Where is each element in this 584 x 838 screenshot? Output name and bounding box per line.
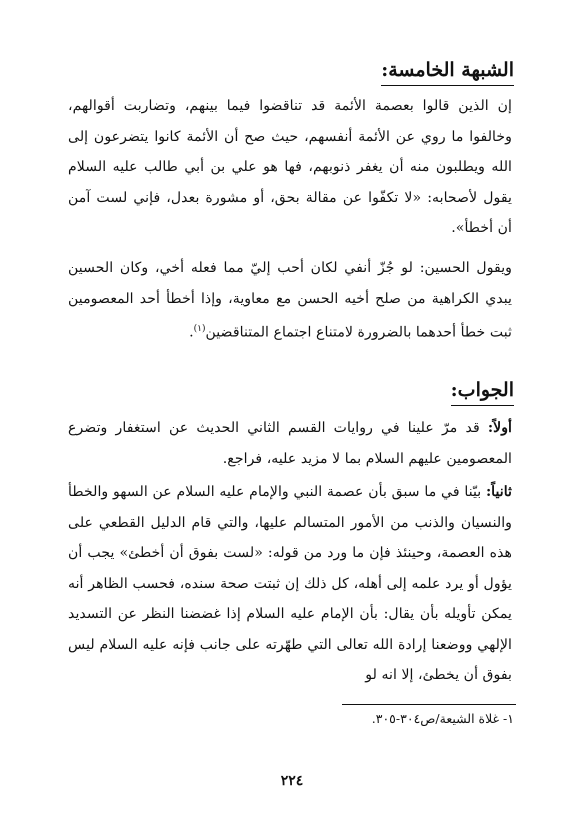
paragraph-second-answer — [68, 477, 512, 691]
paragraph-text: إن الذين قالوا بعصمة الأئمة قد تناقضوا فيما بينهم، وتضاربت أقوالهم، وخالفوا ما روي عن الأئمة أنفسهم، حيث صح أن الأئمة كانوا يتضرعون إلى الله ويطلبون منه أن يغفر ذنوبهم، فها هو علي بن أبي طالب عليه السلام يقول لأصحابه: «لا تكفّوا عن مقالة بحق، أو مشورة بعدل، فإني لست آمن أن أخطأ». — [68, 98, 512, 236]
footnote-reference: (١) — [193, 324, 206, 334]
paragraph-first-answer — [68, 413, 512, 474]
answer-lead-second: ثانياً: — [485, 484, 512, 500]
paragraph-text: قد مرّ علينا في روايات القسم الثاني الحديث عن استغفار وتضرع المعصومين عليهم السلام بما لا مزيد عليه، فراجع. — [68, 420, 512, 467]
paragraph-text: ويقول الحسين: لو جُزّ أنفي لكان أحب إليّ مما فعله أخي، وكان الحسين يبدي الكراهية من صلح أخيه الحسن مع معاوية، وإذا أخطأ أحد المعصومين ثبت خطأ أحدهما بالضرورة لامتناع اجتماع المتناقضين — [68, 260, 513, 341]
paragraph-hussein-quote: ويقول الحسين: لو جُزّ أنفي لكان أحب إليّ مما فعله أخي، وكان الحسين يبدي الكراهية من صلح أخيه الحسن مع معاوية، وإذا أخطأ أحد المعصومين ثبت خطأ أحدهما بالضرورة لامتناع اجتماع المتناقضين$^{(١)}$. — [68, 260, 513, 341]
paragraph-doubt-statement — [68, 91, 512, 244]
page-number: ٢٢٤ — [280, 773, 304, 789]
footnote-divider — [342, 704, 516, 705]
section-heading-fifth-doubt: الشبهة الخامسة: — [381, 56, 514, 86]
section-heading-answer: الجواب: — [451, 376, 514, 406]
footnote: ١- غلاة الشيعة/ص٣٠٤-٣٠٥. — [371, 711, 514, 726]
paragraph-text: بيّنا في ما سبق بأن عصمة النبي والإمام عليه السلام عن السهو والخطأ والنسيان والذنب من الأمور المتسالم عليها، والتي قام الدليل القطعي على هذه العصمة، وحينئذ فإن ما ورد من قوله: «لست بفوق أن أخطئ» يجب أن يؤول أو يرد علمه إلى أهله، كل ذلك إن ثبتت صحة سنده، فحسب الظاهر أنه يمكن تأويله بأن يقال: بأن الإمام عليه السلام إذا غضضنا النظر عن التسديد الإلهي ووضعنا إرادة الله تعالى التي طهّرته على جانب فإنه عليه السلام ليس بفوق أن يخطئ، إلا انه لو — [68, 484, 512, 683]
answer-lead-first: أولاً: — [487, 420, 512, 436]
